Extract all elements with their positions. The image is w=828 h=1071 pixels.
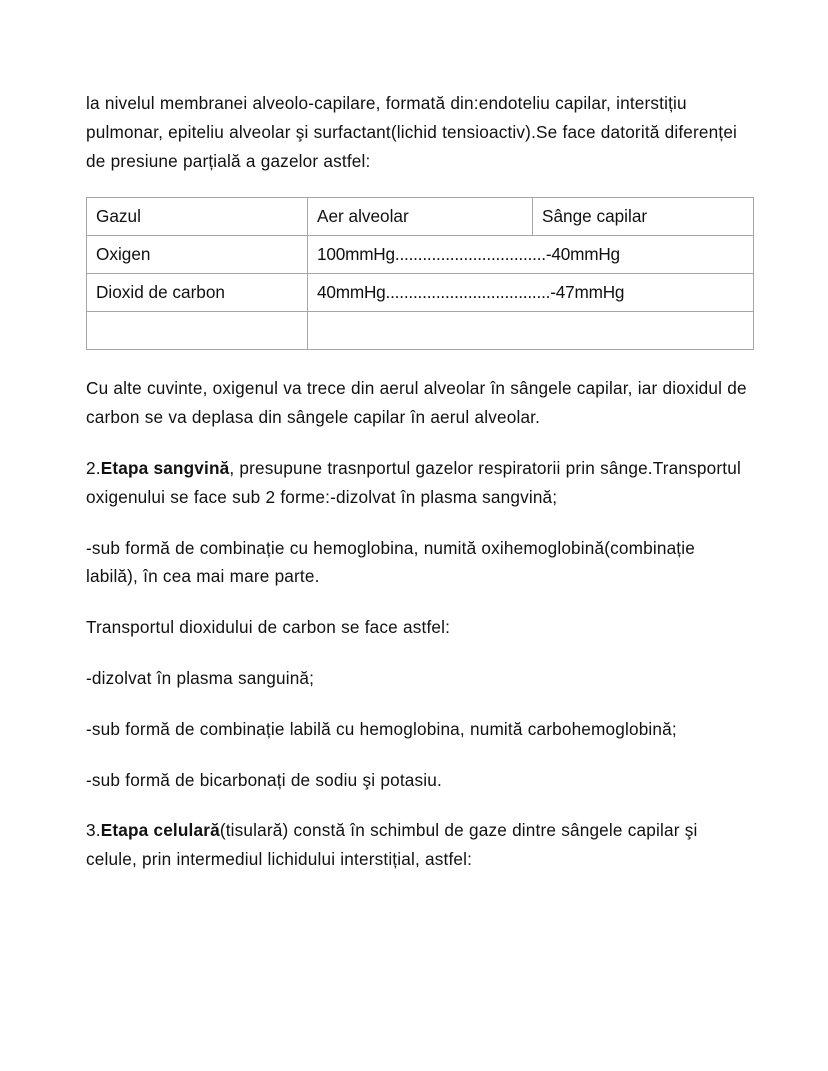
table-cell-values-empty (308, 312, 754, 350)
gas-exchange-table (86, 197, 754, 350)
table-cell-gas-empty (87, 312, 308, 350)
table-header-row (87, 198, 754, 236)
document-body (86, 89, 748, 874)
paragraph-oxihemoglobina: -sub formă de combinație cu hemoglobina, numită oxihemoglobină(combinație labilă), în cea mai mare parte. (86, 537, 695, 587)
table-row (87, 274, 754, 312)
paragraph-etapa-celulara-bold: Etapa celulară (100, 820, 220, 841)
paragraph-etapa-celulara (86, 816, 748, 874)
table-row-empty (87, 312, 754, 350)
table-header-aer-alveolar: Aer alveolar (308, 198, 533, 236)
paragraph-etapa-sangvina (86, 454, 748, 512)
table-row (87, 236, 754, 274)
table-cell-gas-dioxid-de-carbon: Dioxid de carbon (87, 274, 308, 312)
table-header-sange-capilar: Sânge capilar (533, 198, 754, 236)
paragraph-etapa-celulara-number: 3. (86, 820, 101, 841)
paragraph-intro: la nivelul membranei alveolo-capilare, formată din:endoteliu capilar, interstițiu pulmonar, epiteliu alveolar şi surfactant(lichid tensioactiv).Se face datorită diferenței de presiune parțială a gazelor astfel: (86, 93, 738, 171)
paragraph-dizolvat-plasma: -dizolvat în plasma sanguină; (86, 667, 315, 688)
paragraph-etapa-sangvina-rest: , presupune trasnportul gazelor respiratorii prin sânge.Transportul oxigenului se face sub 2 forme:-dizolvat în plasma sangvină; (86, 457, 741, 507)
table-cell-gas-oxigen: Oxigen (87, 236, 308, 274)
paragraph-transport-dioxid: Transportul dioxidului de carbon se face astfel: (86, 617, 451, 638)
table-header-gazul: Gazul (87, 198, 308, 236)
paragraph-bicarbonati: -sub formă de bicarbonați de sodiu şi potasiu. (86, 769, 442, 790)
table-cell-values-dioxid-de-carbon: 40mmHg....................................-47mmHg (308, 274, 754, 312)
paragraph-etapa-sangvina-number: 2. (86, 457, 101, 478)
paragraph-etapa-sangvina-bold: Etapa sangvină (100, 457, 230, 478)
table-cell-values-oxigen: 100mmHg.................................-40mmHg (308, 236, 754, 274)
paragraph-etapa-celulara-rest: (tisulară) constă în schimbul de gaze dintre sângele capilar şi celule, prin intermediul lichidului interstițial, astfel: (86, 820, 698, 870)
paragraph-carbohemoglobina: -sub formă de combinație labilă cu hemoglobina, numită carbohemoglobină; (86, 718, 677, 739)
paragraph-cu-alte-cuvinte: Cu alte cuvinte, oxigenul va trece din aerul alveolar în sângele capilar, iar dioxidul de carbon se va deplasa din sângele capilar în aerul alveolar. (86, 378, 747, 428)
